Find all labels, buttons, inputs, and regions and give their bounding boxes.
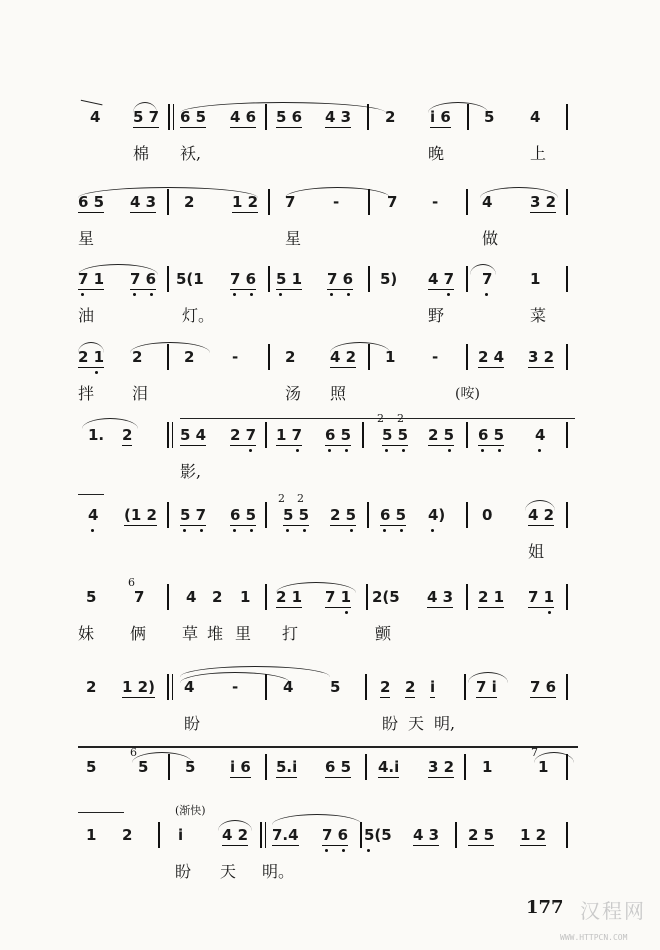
barline xyxy=(566,822,568,848)
lyric: 天 xyxy=(220,862,237,881)
note: 7 6 xyxy=(130,270,157,288)
barline xyxy=(566,754,568,780)
notes-row xyxy=(0,576,660,610)
note: 7 6 xyxy=(230,270,257,288)
notes-row xyxy=(0,670,660,700)
barline xyxy=(455,822,457,848)
barline xyxy=(260,822,262,848)
note: 5 7 xyxy=(180,506,207,524)
low-octave-dot xyxy=(342,849,345,852)
lyrics-row xyxy=(0,862,660,888)
note: 4 xyxy=(482,193,493,211)
low-octave-dot xyxy=(481,449,484,452)
barline xyxy=(566,502,568,528)
note: 2 xyxy=(122,826,133,844)
lyric: 菜 xyxy=(530,306,547,325)
score-system-3 xyxy=(0,262,660,342)
note: 5 5 xyxy=(382,426,409,444)
barline xyxy=(167,502,169,528)
lyric: 草 xyxy=(182,624,199,643)
barline xyxy=(466,266,468,292)
slur xyxy=(132,752,192,763)
note: 7 6 xyxy=(327,270,354,288)
notes-row xyxy=(0,818,660,848)
barline xyxy=(566,674,568,700)
note: 1 xyxy=(385,348,396,366)
note: 7 6 xyxy=(530,678,557,696)
score-system-6 xyxy=(0,492,660,578)
note: 4 3 xyxy=(325,108,352,126)
low-octave-dot xyxy=(447,293,450,296)
note: 4 2 xyxy=(528,506,555,524)
barline xyxy=(167,674,169,700)
grace-note: 2 xyxy=(397,412,404,425)
barline xyxy=(167,584,169,610)
note: 6 5 xyxy=(478,426,505,444)
barline xyxy=(172,422,173,448)
note: 1 2 xyxy=(232,193,259,211)
note: 6 5 xyxy=(230,506,257,524)
lyrics-row xyxy=(0,542,660,568)
lyric: 照 xyxy=(330,384,347,403)
note: 7 1 xyxy=(325,588,352,606)
note: 1 xyxy=(240,588,251,606)
low-octave-dot xyxy=(233,293,236,296)
slur xyxy=(534,752,574,763)
note: 3 2 xyxy=(528,348,555,366)
barline xyxy=(168,104,170,130)
barline xyxy=(566,104,568,130)
note: 4 xyxy=(535,426,546,444)
score-system-7 xyxy=(0,576,660,660)
lyric: 袄, xyxy=(180,144,202,163)
notes-row xyxy=(0,340,660,370)
slur xyxy=(133,102,157,113)
note: 2 4 xyxy=(478,348,505,366)
lyrics-row xyxy=(0,384,660,410)
barline xyxy=(265,822,266,848)
note: - xyxy=(232,348,239,366)
note: 1 7 xyxy=(276,426,303,444)
barline xyxy=(466,584,468,610)
score-system-1 xyxy=(0,100,660,180)
note: 1 xyxy=(482,758,493,776)
low-octave-dot xyxy=(448,449,451,452)
note: 2 1 xyxy=(276,588,303,606)
note: 5) xyxy=(380,270,398,288)
lyric: 汤 xyxy=(285,384,302,403)
note: 5(1 xyxy=(176,270,204,288)
barline xyxy=(265,674,267,700)
note: - xyxy=(232,678,239,696)
low-octave-dot xyxy=(548,611,551,614)
low-octave-dot xyxy=(286,529,289,532)
notes-row xyxy=(0,492,660,528)
note: 1 2 xyxy=(520,826,547,844)
note: 2 1 xyxy=(478,588,505,606)
grace-note: 2 xyxy=(297,492,304,505)
lyric: 做 xyxy=(482,229,499,248)
low-octave-dot xyxy=(233,529,236,532)
lyrics-row xyxy=(0,462,660,488)
note: 5 1 xyxy=(276,270,303,288)
note: 5 xyxy=(185,758,196,776)
score-system-5 xyxy=(0,412,660,498)
low-octave-dot xyxy=(347,293,350,296)
note: 5 xyxy=(330,678,341,696)
note: 3 2 xyxy=(530,193,557,211)
barline xyxy=(566,189,568,215)
notes-row xyxy=(0,185,660,215)
note: 5 4 xyxy=(180,426,207,444)
note: i 6 xyxy=(230,758,251,776)
note: 4 xyxy=(90,108,101,126)
note: 0 xyxy=(482,506,493,524)
barline xyxy=(368,266,370,292)
grace-note: 6 xyxy=(130,746,137,759)
low-octave-dot xyxy=(385,449,388,452)
lyrics-row xyxy=(0,306,660,332)
note: 7 xyxy=(134,588,145,606)
barline xyxy=(466,189,468,215)
note: 2 xyxy=(122,426,133,444)
note: 5(5 xyxy=(364,826,392,844)
note: - xyxy=(432,348,439,366)
lyric: 明, xyxy=(434,714,456,733)
grace-note: 6 xyxy=(128,576,135,589)
barline xyxy=(167,189,169,215)
note: 5 xyxy=(86,588,97,606)
note: 2 5 xyxy=(330,506,357,524)
note: i xyxy=(178,826,184,844)
barline xyxy=(367,104,369,130)
low-octave-dot xyxy=(95,371,98,374)
notes-row xyxy=(0,100,660,130)
low-octave-dot xyxy=(538,449,541,452)
note: 4 7 xyxy=(428,270,455,288)
barline xyxy=(368,189,370,215)
note: 4 2 xyxy=(222,826,249,844)
note: 5 7 xyxy=(133,108,160,126)
lyric: 油 xyxy=(78,306,95,325)
note: 2(5 xyxy=(372,588,400,606)
low-octave-dot xyxy=(91,529,94,532)
note: 6 5 xyxy=(325,758,352,776)
barline xyxy=(362,422,364,448)
note: 2 1 xyxy=(78,348,105,366)
grace-note: 7 xyxy=(531,746,538,759)
note: i 6 xyxy=(430,108,451,126)
grace-note: 2 xyxy=(377,412,384,425)
lyric: 泪 xyxy=(132,384,149,403)
low-octave-dot xyxy=(485,293,488,296)
lyric: 星 xyxy=(78,229,95,248)
barline xyxy=(265,754,267,780)
low-octave-dot xyxy=(81,293,84,296)
note: 4.i xyxy=(378,758,400,776)
barline xyxy=(365,754,367,780)
note: 2 xyxy=(184,348,195,366)
barline xyxy=(158,822,160,848)
low-octave-dot xyxy=(249,449,252,452)
note: 2 xyxy=(132,348,143,366)
note: 7 1 xyxy=(78,270,105,288)
watermark-url: WWW.HTTPCN.COM xyxy=(560,933,628,942)
lyric: 里 xyxy=(235,624,252,643)
low-octave-dot xyxy=(400,529,403,532)
barline xyxy=(367,502,369,528)
note: 7 xyxy=(482,270,493,288)
barline xyxy=(265,104,267,130)
note: 2 xyxy=(285,348,296,366)
low-octave-dot xyxy=(350,529,353,532)
note: 5 xyxy=(86,758,97,776)
note: 1 xyxy=(538,758,549,776)
barline xyxy=(566,266,568,292)
note: 2 xyxy=(184,193,195,211)
barline xyxy=(173,104,174,130)
note: 4 xyxy=(184,678,195,696)
low-octave-dot xyxy=(133,293,136,296)
note: 2 xyxy=(212,588,223,606)
lyrics-row xyxy=(0,714,660,740)
slur xyxy=(78,812,124,815)
barline xyxy=(268,344,270,370)
note: 1 xyxy=(86,826,97,844)
barline xyxy=(466,422,468,448)
barline xyxy=(467,104,469,130)
lyric: 野 xyxy=(428,306,445,325)
low-octave-dot xyxy=(367,849,370,852)
barline xyxy=(268,189,270,215)
barline xyxy=(172,674,173,700)
lyrics-row xyxy=(0,229,660,255)
notes-row xyxy=(0,746,660,780)
low-octave-dot xyxy=(345,449,348,452)
note: 5.i xyxy=(276,758,298,776)
note: 1 xyxy=(530,270,541,288)
note: 2 xyxy=(86,678,97,696)
note: 2 5 xyxy=(468,826,495,844)
barline xyxy=(566,584,568,610)
note: 2 xyxy=(380,678,391,696)
score-system-8 xyxy=(0,670,660,750)
note: 7 xyxy=(387,193,398,211)
lyric: 盼 xyxy=(184,714,201,733)
notes-row xyxy=(0,412,660,448)
note: 4) xyxy=(428,506,446,524)
note: i xyxy=(430,678,436,696)
low-octave-dot xyxy=(200,529,203,532)
note: 6 5 xyxy=(78,193,105,211)
lyrics-row xyxy=(0,144,660,170)
barline xyxy=(168,754,170,780)
barline xyxy=(566,344,568,370)
score-system-2 xyxy=(0,185,660,265)
note: 5 xyxy=(484,108,495,126)
low-octave-dot xyxy=(345,611,348,614)
lyric: 盼 xyxy=(175,862,192,881)
note: 5 xyxy=(138,758,149,776)
note: - xyxy=(333,193,340,211)
lyric: 俩 xyxy=(130,624,147,643)
lyric: 影, xyxy=(180,462,202,481)
note: 4 xyxy=(186,588,197,606)
barline xyxy=(167,266,169,292)
barline xyxy=(268,266,270,292)
lyric: 妹 xyxy=(78,624,95,643)
note: 5 6 xyxy=(276,108,303,126)
low-octave-dot xyxy=(325,849,328,852)
barline xyxy=(464,674,466,700)
note: 7 i xyxy=(476,678,497,696)
low-octave-dot xyxy=(328,449,331,452)
low-octave-dot xyxy=(250,293,253,296)
note: 4 3 xyxy=(413,826,440,844)
note: 5 5 xyxy=(283,506,310,524)
barline xyxy=(366,584,368,610)
low-octave-dot xyxy=(330,293,333,296)
lyric: 颤 xyxy=(375,624,392,643)
notes-row xyxy=(0,262,660,292)
lyric: 姐 xyxy=(528,542,545,561)
note: 4 2 xyxy=(330,348,357,366)
slur xyxy=(130,342,210,353)
system-rule xyxy=(78,746,578,748)
note: 4 xyxy=(530,108,541,126)
note: 1 2) xyxy=(122,678,155,696)
lyric: 上 xyxy=(530,144,547,163)
low-octave-dot xyxy=(402,449,405,452)
score-system-4 xyxy=(0,340,660,420)
note: 4 6 xyxy=(230,108,257,126)
lyric: 灯。 xyxy=(182,306,215,325)
lyrics-row xyxy=(0,624,660,650)
barline xyxy=(265,584,267,610)
barline xyxy=(365,674,367,700)
lyric: 堆 xyxy=(207,624,224,643)
barline xyxy=(265,422,267,448)
low-octave-dot xyxy=(383,529,386,532)
note: 4 3 xyxy=(427,588,454,606)
page-number: 177 xyxy=(526,897,564,918)
note: 7.4 xyxy=(272,826,299,844)
barline xyxy=(464,754,466,780)
lyric: 晚 xyxy=(428,144,445,163)
grace-note: 2 xyxy=(278,492,285,505)
lyric: 打 xyxy=(282,624,299,643)
barline xyxy=(360,822,362,848)
note: - xyxy=(432,193,439,211)
note: 4 xyxy=(283,678,294,696)
low-octave-dot xyxy=(250,529,253,532)
note: 1. xyxy=(88,426,105,444)
barline xyxy=(466,502,468,528)
low-octave-dot xyxy=(498,449,501,452)
barline xyxy=(265,502,267,528)
lyric: 棉 xyxy=(133,144,150,163)
note: 6 5 xyxy=(380,506,407,524)
score-system-10 xyxy=(0,804,660,898)
note: 7 1 xyxy=(528,588,555,606)
low-octave-dot xyxy=(431,529,434,532)
note: 2 xyxy=(385,108,396,126)
low-octave-dot xyxy=(183,529,186,532)
note: 2 xyxy=(405,678,416,696)
note: 4 3 xyxy=(130,193,157,211)
note: 6 5 xyxy=(180,108,207,126)
note: 3 2 xyxy=(428,758,455,776)
lyric: 天 xyxy=(408,714,425,733)
note: 2 5 xyxy=(428,426,455,444)
note: (1 2 xyxy=(124,506,157,524)
low-octave-dot xyxy=(296,449,299,452)
lyric: (咹) xyxy=(455,386,480,402)
barline xyxy=(466,344,468,370)
note: 7 xyxy=(285,193,296,211)
low-octave-dot xyxy=(279,293,282,296)
tempo-marking: (渐快) xyxy=(175,804,206,817)
note: 6 5 xyxy=(325,426,352,444)
lyric: 明。 xyxy=(262,862,295,881)
lyric: 星 xyxy=(285,229,302,248)
lyric: 盼 xyxy=(382,714,399,733)
barline xyxy=(368,344,370,370)
lyric: 拌 xyxy=(78,384,95,403)
note: 4 xyxy=(88,506,99,524)
barline xyxy=(167,422,169,448)
low-octave-dot xyxy=(150,293,153,296)
barline xyxy=(566,422,568,448)
note: 7 6 xyxy=(322,826,349,844)
low-octave-dot xyxy=(303,529,306,532)
note: 2 7 xyxy=(230,426,257,444)
watermark-logo: 汉程网 xyxy=(580,899,646,923)
